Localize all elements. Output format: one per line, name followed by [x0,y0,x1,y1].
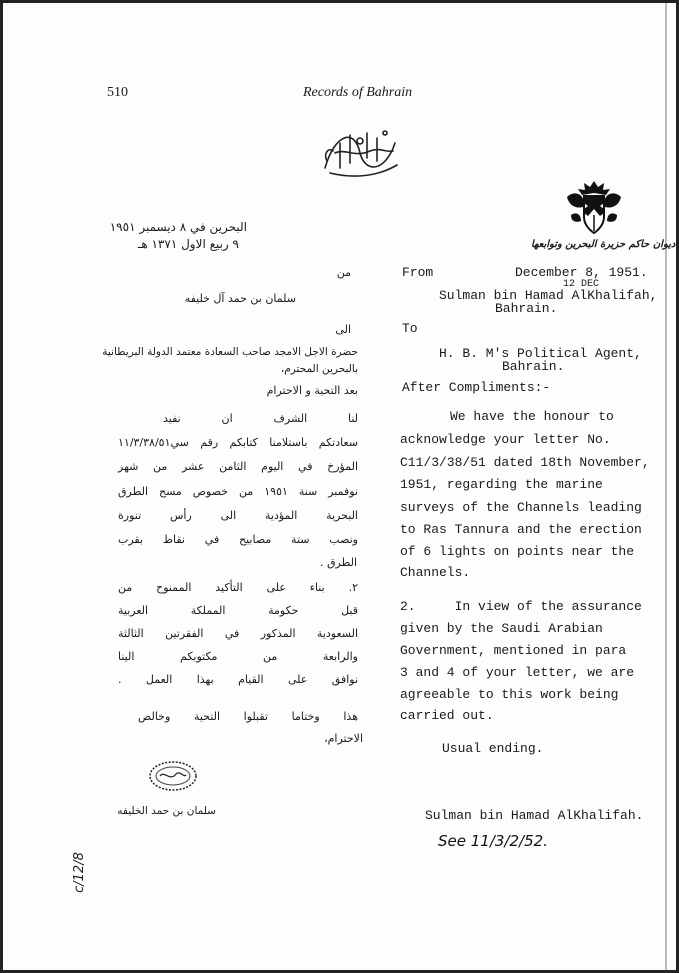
calligraphy-emblem [315,123,405,183]
margin-note: c/12/8 [71,852,87,893]
arabic-from-name: سلمان بن حمد آل خليفه [184,292,296,305]
english-para1-line: surveys of the Channels leading [400,500,642,515]
arabic-para2-line: ٢. بناء على التأكيد الممنوح من [118,581,358,594]
arabic-para2-line: نوافق على القيام بهذا العمل . [118,673,358,686]
arabic-para1-line: سعادتكم باستلامنا كتابكم رقم سي١١/٣/٣٨/٥١ [118,436,358,449]
arabic-to-line-2: بالبحرين المحترم، [280,363,358,375]
received-stamp: 12 DEC [563,279,600,290]
arabic-to-label: الى [335,323,351,336]
english-to-place: Bahrain. [502,359,565,374]
english-to-label: To [402,321,418,336]
english-from-name: Sulman bin Hamad AlKhalifah, [439,288,658,303]
arabic-from-label: من [336,266,351,279]
english-para1-line: We have the honour to [450,409,614,424]
bahrain-crest-icon [563,179,625,237]
arabic-para2-line: والرابعة من مكتوبكم الينا [118,650,358,663]
arabic-to-line-1: حضرة الاجل الامجد صاحب السعادة معتمد الدولة البريطانية [102,346,358,358]
english-para2-line: carried out. [400,708,494,723]
arabic-closing-line: هذا وختاما تقبلوا التحية وخالص [138,710,358,723]
english-ending: Usual ending. [442,741,544,756]
arabic-date-line-2: ٩ ربيع الاول ١٣٧١ هـ [137,237,239,251]
english-para2-line: agreeable to this work being [400,687,619,702]
english-para1-line: Channels. [400,565,471,580]
english-from-place: Bahrain. [495,301,558,316]
english-para1-line: 1951, regarding the marine [400,477,603,492]
arabic-signature: سلمان بن حمد الخليفه [117,805,216,817]
english-signature: Sulman bin Hamad AlKhalifah. [425,808,644,823]
running-title: Records of Bahrain [303,85,413,100]
english-date: December 8, 1951. [515,265,648,280]
arabic-para1-line: البحرية المؤدية الى رأس تنورة [118,509,358,522]
arabic-greeting: بعد التحية و الاحترام [266,384,358,397]
arabic-para2-line: قبل حكومة المملكة العربية [118,604,358,617]
english-para1-line: to Ras Tannura and the erection [400,522,642,537]
arabic-para1-line: ونصب ستة مصابيح في نقاط بقرب [118,533,358,546]
english-to-name: H. B. M's Political Agent, [439,346,642,361]
arabic-closing-line: الاحترام، [324,732,363,745]
arabic-para1-line: لنا الشرف ان نفيد [163,412,358,425]
page-number: 510 [107,85,128,100]
crest-caption: ديوان حاكم حزيرة البحرين وتوابعها [531,239,676,250]
arabic-para1-line: نوفمبر سنة ١٩٥١ من خصوص مسح الطرق [118,485,358,498]
arabic-para1-line: الطرق . [319,556,357,569]
english-from-label: From [402,265,434,280]
handwritten-note: See 11/3/2/52. [438,832,548,850]
english-para1-line: of 6 lights on points near the [400,544,635,559]
english-greeting: After Compliments:- [402,380,551,395]
arabic-date-line-1: البحرين في ٨ ديسمبر ١٩٥١ [109,220,247,234]
seal-stamp [148,760,198,792]
scan-edge [665,3,667,970]
english-para1-line: acknowledge your letter No. [400,432,611,447]
english-para2-line: 2. In view of the assurance [400,599,642,614]
english-para1-line: C11/3/38/51 dated 18th November, [400,455,650,470]
english-para2-line: 3 and 4 of your letter, we are [400,665,635,680]
english-para2-line: given by the Saudi Arabian [400,621,603,636]
arabic-para2-line: السعودية المذكور في الفقرتين الثالثة [118,627,358,640]
english-para2-line: Government, mentioned in para [400,643,627,658]
arabic-para1-line: المؤرخ في اليوم الثامن عشر من شهر [118,460,358,473]
